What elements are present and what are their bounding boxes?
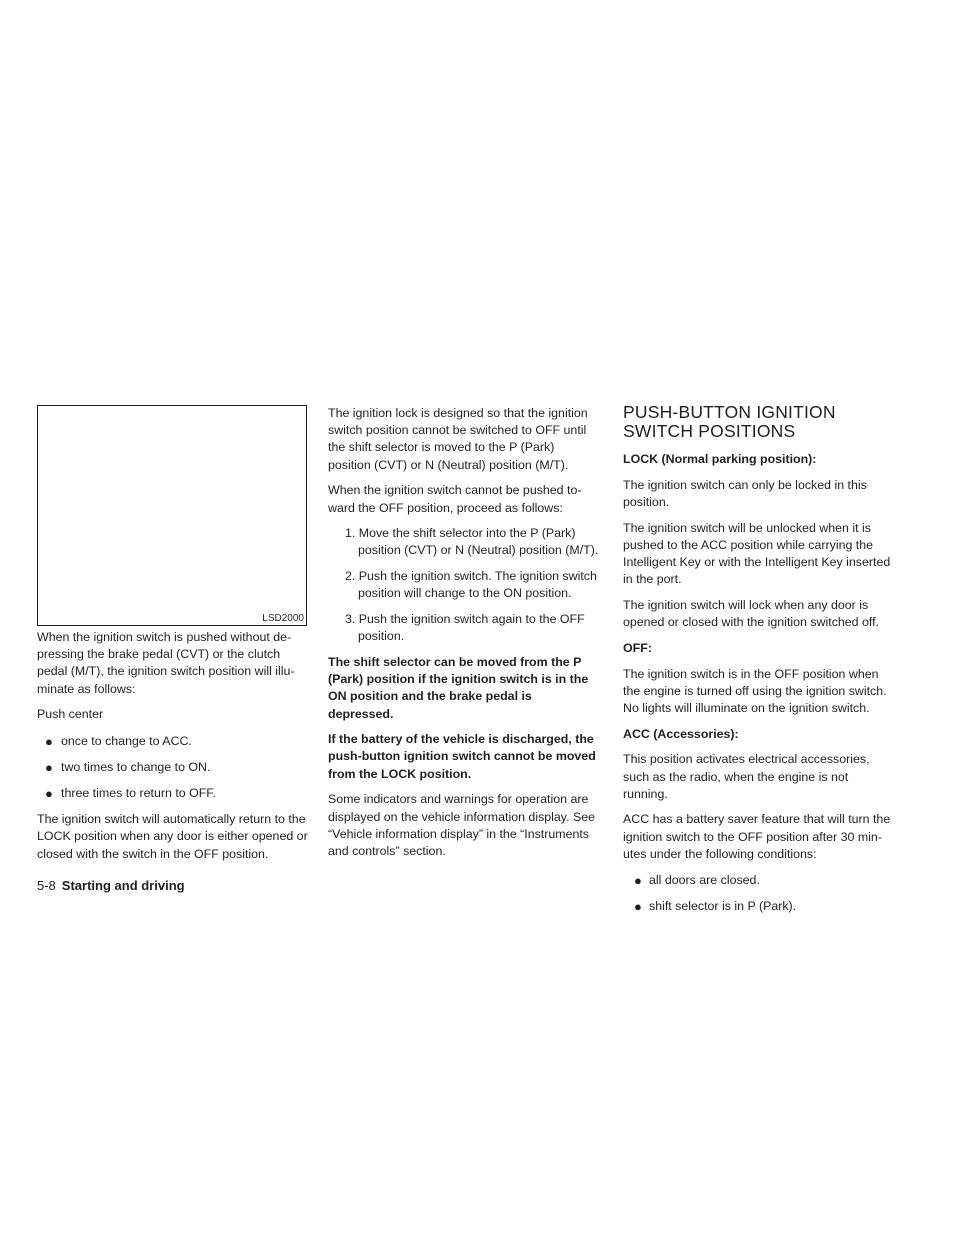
off-subheading: OFF: — [623, 640, 652, 655]
lock-paragraph-3: The ignition switch will lock when any door is opened or closed with the ignition switched off. — [623, 597, 880, 630]
lock-subheading: LOCK (Normal parking position): — [623, 452, 817, 466]
bullet-icon: ● — [634, 872, 642, 888]
push-count-list — [37, 733, 309, 803]
list-item: ● once to change to ACC. — [45, 733, 192, 749]
column-right — [623, 403, 895, 924]
list-item: ● all doors are closed. — [634, 872, 760, 888]
lock-design-paragraph: The ignition lock is designed so that the ignition switch position cannot be switched to OFF until the shift selector is moved to the P (Park) position (CVT) or N (Neutral) position (M/T). — [328, 406, 588, 472]
page-number: 5-8 — [37, 878, 56, 893]
section-heading: PUSH-BUTTON IGNITION SWITCH POSITIONS — [623, 402, 836, 441]
list-item: ● two times to change to ON. — [45, 759, 211, 775]
lock-paragraph-1: The ignition switch can only be locked in this position. — [623, 477, 867, 509]
list-item: ● shift selector is in P (Park). — [634, 898, 797, 914]
list-item: 1. Move the shift selector into the P (Park) position (CVT) or N (Neutral) position (M/T). — [345, 526, 599, 558]
section-title: Starting and driving — [61, 878, 185, 893]
acc-subheading: ACC (Accessories): — [623, 726, 739, 741]
bullet-icon: ● — [45, 733, 53, 749]
column-middle — [328, 405, 600, 869]
acc-conditions-list — [623, 872, 895, 915]
acc-paragraph-1: This position activates electrical accessories, such as the radio, when the engine is not running. — [623, 752, 870, 801]
intro-paragraph: When the ignition switch is pushed without de- pressing the brake pedal (CVT) or the clutch pedal (M/T), the ignition switch position will illu- minate as follows: — [37, 630, 295, 696]
list-item: 2. Push the ignition switch. The ignition switch position will change to the ON position. — [345, 569, 597, 601]
indicators-paragraph: Some indicators and warnings for operation are displayed on the vehicle information display. See “Vehicle information display” in the “Instruments and controls” section. — [328, 792, 596, 858]
auto-return-paragraph: The ignition switch will automatically return to the LOCK position when any door is either opened or closed with the switch in the OFF position. — [37, 812, 308, 861]
steps-list — [328, 525, 600, 645]
bullet-icon: ● — [45, 759, 53, 775]
figure-placeholder — [37, 405, 307, 626]
off-paragraph: The ignition switch is in the OFF position when the engine is turned off using the ignition switch. No lights will illuminate on the ignition switch. — [623, 666, 887, 715]
cannot-push-paragraph: When the ignition switch cannot be pushed to- ward the OFF position, proceed as follows: — [328, 483, 582, 515]
list-item: ● three times to return to OFF. — [45, 785, 216, 801]
push-center-text: Push center — [37, 707, 104, 722]
figure-label: LSD2000 — [262, 613, 304, 624]
page-footer — [37, 878, 185, 894]
bullet-icon: ● — [45, 785, 53, 801]
list-item: 3. Push the ignition switch again to the OFF position. — [345, 612, 585, 644]
lock-paragraph-2: The ignition switch will be unlocked when it is pushed to the ACC position while carrying the Intelligent Key or with the Intelligent Key inserted in the port. — [623, 520, 891, 587]
warning-battery: If the battery of the vehicle is discharged, the push-button ignition switch cannot be moved from the LOCK position. — [328, 732, 596, 781]
bullet-icon: ● — [634, 898, 642, 914]
warning-shift-selector: The shift selector can be moved from the P (Park) position if the ignition switch is in the ON position and the brake pedal is depressed. — [328, 654, 589, 721]
acc-paragraph-2: ACC has a battery saver feature that will turn the ignition switch to the OFF position after 30 min- utes under the following conditions: — [623, 812, 891, 861]
column-left — [37, 405, 309, 871]
